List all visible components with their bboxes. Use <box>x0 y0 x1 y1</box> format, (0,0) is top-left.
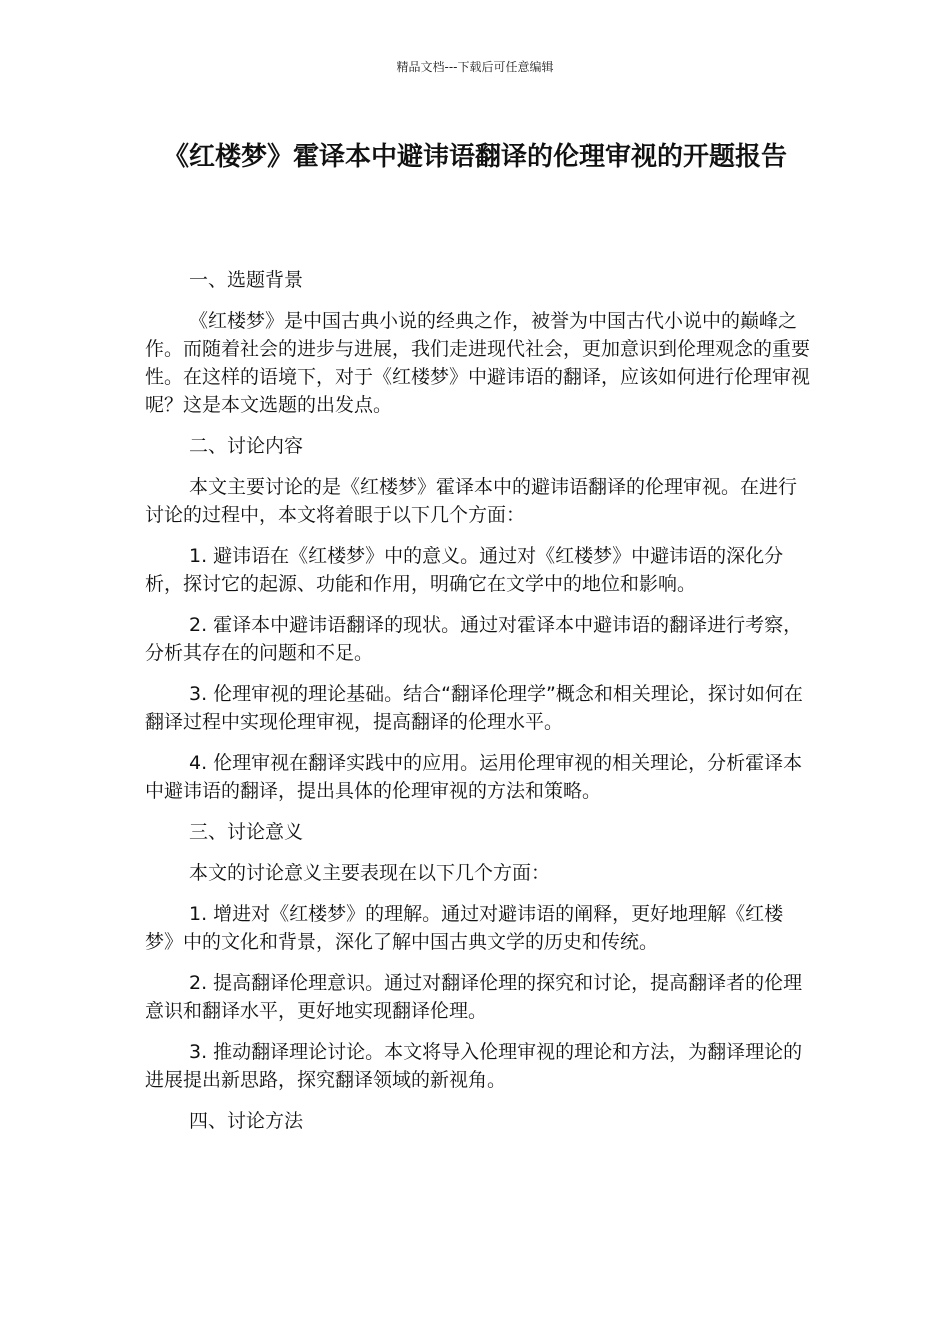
section-heading-methods: 四、讨论方法 <box>189 1110 304 1132</box>
list-item-content-2: 2. 霍译本中避讳语翻译的现状。通过对霍译本中避讳语的翻译进行考察，分析其存在的问题和不足。 <box>145 614 803 664</box>
list-item-content-1: 1. 避讳语在《红楼梦》中的意义。通过对《红楼梦》中避讳语的深化分析，探讨它的起源、功能和作用，明确它在文学中的地位和影响。 <box>145 545 784 595</box>
list-item-significance-2: 2. 提高翻译伦理意识。通过对翻译伦理的探究和讨论，提高翻译者的伦理意识和翻译水平，更好地实现翻译伦理。 <box>145 972 803 1022</box>
section-heading-significance: 三、讨论意义 <box>189 821 304 843</box>
header-note: 精品文档---下载后可任意编辑 <box>396 60 554 74</box>
paragraph-background: 《红楼梦》是中国古典小说的经典之作，被誉为中国古代小说中的巅峰之作。而随着社会的进步与进展，我们走进现代社会，更加意识到伦理观念的重要性。在这样的语境下，对于《红楼梦》中避讳语的翻译，应该如何进行伦理审视呢？这是本文选题的出发点。 <box>145 310 811 416</box>
section-heading-content: 二、讨论内容 <box>189 435 304 457</box>
list-item-significance-1: 1. 增进对《红楼梦》的理解。通过对避讳语的阐释，更好地理解《红楼梦》中的文化和背景，深化了解中国古典文学的历史和传统。 <box>145 903 784 953</box>
section-heading-background: 一、选题背景 <box>189 269 304 291</box>
paragraph-content-intro: 本文主要讨论的是《红楼梦》霍译本中的避讳语翻译的伦理审视。在进行讨论的过程中，本文将着眼于以下几个方面： <box>145 476 798 526</box>
list-item-significance-3: 3. 推动翻译理论讨论。本文将导入伦理审视的理论和方法，为翻译理论的进展提出新思路，探究翻译领域的新视角。 <box>145 1041 803 1091</box>
paragraph-significance-intro: 本文的讨论意义主要表现在以下几个方面： <box>189 862 551 884</box>
list-item-content-4: 4. 伦理审视在翻译实践中的应用。运用伦理审视的相关理论，分析霍译本中避讳语的翻译，提出具体的伦理审视的方法和策略。 <box>145 752 803 802</box>
document-body <box>145 266 810 1148</box>
document-title: 《红楼梦》霍译本中避讳语翻译的伦理审视的开题报告 <box>162 142 787 172</box>
list-item-content-3: 3. 伦理审视的理论基础。结合“翻译伦理学”概念和相关理论，探讨如何在翻译过程中实现伦理审视，提高翻译的伦理水平。 <box>145 683 803 733</box>
